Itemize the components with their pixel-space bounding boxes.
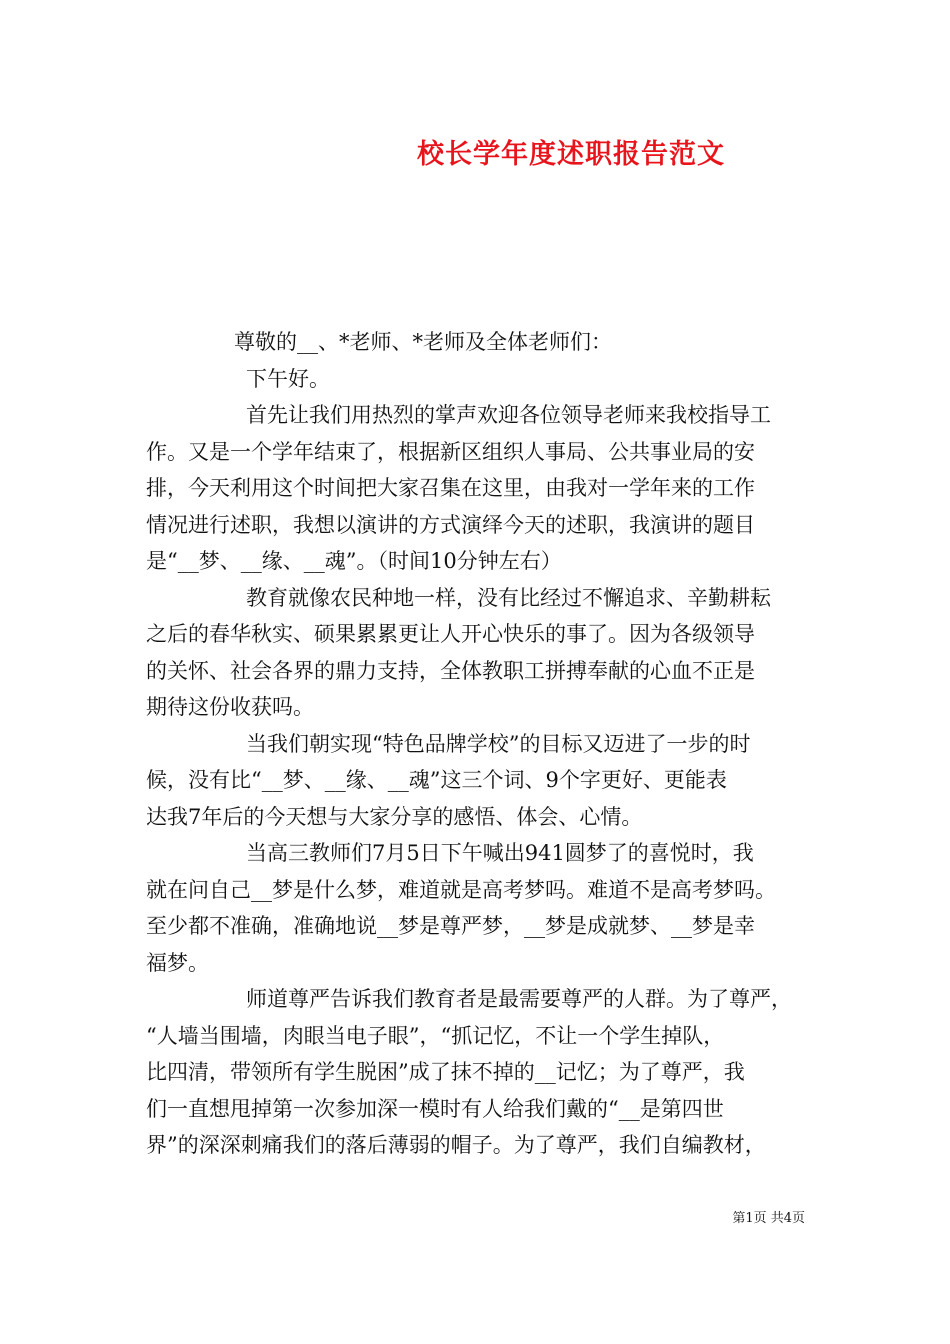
paragraph-line: 首先让我们用热烈的掌声欢迎各位领导老师来我校指导工 <box>246 403 771 427</box>
paragraph-4 <box>146 835 814 981</box>
page-number: 第1页 共4页 <box>732 1211 805 1226</box>
paragraph-2 <box>146 580 814 726</box>
paragraph-3 <box>146 726 814 836</box>
paragraph-line: 当我们朝实现“特色品牌学校”的目标又迈进了一步的时 <box>246 731 751 756</box>
paragraph-line: 当高三教师们7月5日下午喊出941圆梦了的喜悦时，我 <box>246 841 754 865</box>
paragraph-line: 就在问自己__梦是什么梦，难道就是高考梦吗。难道不是高考梦吗。 <box>146 877 776 902</box>
paragraph-line: 的关怀、社会各界的鼎力支持，全体教职工拼搏奉献的心血不正是 <box>146 658 755 683</box>
greeting-line: 尊敬的__、*老师、*老师及全体老师们： <box>234 330 612 354</box>
paragraph-line: “人墙当围墙，肉眼当电子眼”，“抓记忆，不让一个学生掉队， <box>146 1023 725 1048</box>
paragraph-line: 候，没有比“__梦、__缘、__魂”这三个词、9个字更好、更能表 <box>146 768 727 792</box>
paragraph-line: 教育就像农民种地一样，没有比经过不懈追求、辛勤耕耘 <box>246 585 771 610</box>
paragraph-5 <box>146 981 814 1164</box>
paragraph-line: 达我7年后的今天想与大家分享的感悟、体会、心情。 <box>146 804 643 829</box>
paragraph-line: 界”的深深刺痛我们的落后薄弱的帽子。为了尊严，我们自编教材， <box>146 1133 766 1157</box>
paragraph-line: 排，今天利用这个时间把大家召集在这里，由我对一学年来的工作 <box>146 476 755 500</box>
salutation-line: 下午好。 <box>246 366 330 391</box>
paragraph-line: 福梦。 <box>146 950 209 975</box>
paragraph-line: 至少都不准确，准确地说__梦是尊严梦，__梦是成就梦、__梦是幸 <box>146 914 755 938</box>
paragraph-line: 们一直想甩掉第一次参加深一模时有人给我们戴的“__是第四世 <box>146 1096 724 1121</box>
paragraph-line: 是“__梦、__缘、__魂”。（时间10分钟左右） <box>146 549 562 573</box>
document-title: 校长学年度述职报告范文 <box>417 139 725 170</box>
document-body <box>146 324 814 1164</box>
paragraph-line: 作。又是一个学年结束了，根据新区组织人事局、公共事业局的安 <box>146 439 755 464</box>
paragraph-line: 之后的春华秋实、硕果累累更让人开心快乐的事了。因为各级领导 <box>146 622 755 646</box>
paragraph-1 <box>146 397 814 580</box>
paragraph-line: 期待这份收获吗。 <box>146 695 314 719</box>
paragraph-line: 情况进行述职，我想以演讲的方式演绎今天的述职，我演讲的题目 <box>146 512 755 537</box>
paragraph-line: 比四清，带领所有学生脱困”成了抹不掉的__记忆；为了尊严，我 <box>146 1060 745 1084</box>
paragraph-line: 师道尊严告诉我们教育者是最需要尊严的人群。为了尊严， <box>246 987 792 1011</box>
